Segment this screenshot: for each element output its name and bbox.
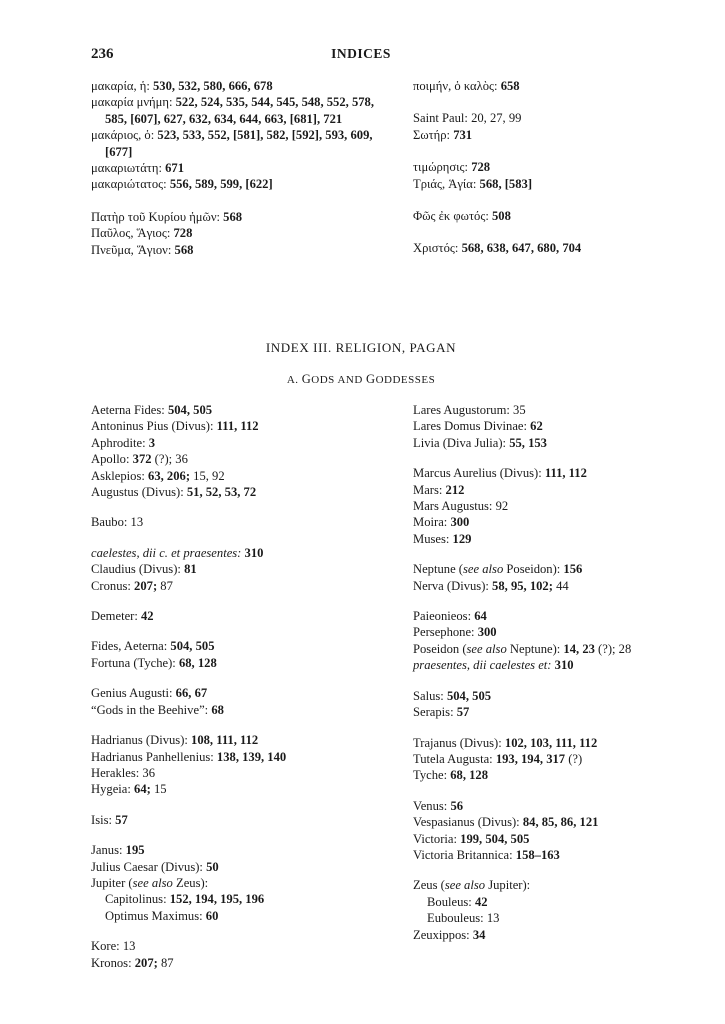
index-entry: Livia (Diva Julia): 55, 153 [413, 435, 547, 450]
index-entry: Baubo: 13 [91, 515, 144, 530]
index-entry: Tyche: 68, 128 [413, 768, 489, 783]
index-entry: Julius Caesar (Divus): 50 [91, 859, 219, 874]
index-entry: Moira: 300 [413, 515, 470, 530]
index-entry: μακαριώτατος: 556, 589, 599, [622] [91, 177, 273, 192]
index-entry: Aeterna Fides: 504, 505 [91, 403, 213, 417]
index-entry: Φῶς ἐκ φωτός: 508 [413, 209, 511, 224]
index-entry: Isis: 57 [91, 812, 128, 827]
index-entry: “Gods in the Beehive”: 68 [91, 702, 224, 717]
section-subtitle: A. GODS AND GODDESSES [286, 372, 436, 386]
index-entry: Χριστός: 568, 638, 647, 680, 704 [413, 241, 582, 256]
index-entry: Hadrianus (Divus): 108, 111, 112 [91, 733, 259, 748]
index-entry: Tutela Augusta: 193, 194, 317 (?) [413, 751, 583, 766]
greek-index-right-column [413, 78, 653, 257]
index-entry: Zeus (see also Jupiter): [413, 878, 531, 893]
index-entry: Jupiter (see also Zeus): [91, 875, 209, 890]
index-entry: Demeter: 42 [91, 609, 154, 624]
page-header [91, 46, 631, 66]
index-entry: Asklepios: 63, 206; 15, 92 [91, 468, 225, 483]
index-entry: Janus: 195 [91, 843, 145, 858]
index-entry: Persephone: 300 [413, 625, 497, 640]
index-entry: Poseidon (see also Neptune): 14, 23 (?); 28 [413, 641, 632, 656]
index-subentry: Capitolinus: 152, 194, 195, 196 [105, 892, 265, 907]
index-entry: Muses: 129 [413, 531, 472, 546]
index-entry: Marcus Aurelius (Divus): 111, 112 [413, 466, 587, 481]
index-entry: Πατὴρ τοῦ Κυρίου ἡμῶν: 568 [91, 209, 243, 224]
index-entry: μακαριωτάτη: 671 [91, 161, 184, 176]
index-entry: Trajanus (Divus): 102, 103, 111, 112 [413, 735, 598, 750]
index-entry: Mars Augustus: 92 [413, 499, 509, 514]
index-entry: Nerva (Divus): 58, 95, 102; 44 [413, 578, 569, 593]
index-entry: Lares Domus Divinae: 62 [413, 419, 543, 434]
gods-index-left-column [91, 402, 396, 971]
section-title: INDEX III. RELIGION, PAGAN [265, 340, 457, 355]
index-entry: Herakles: 36 [91, 765, 155, 780]
index-entry: Lares Augustorum: 35 [413, 403, 526, 417]
index-entry: Σωτήρ: 731 [413, 127, 473, 142]
index-entry: Aphrodite: 3 [91, 435, 156, 450]
greek-index-left-column [91, 78, 396, 258]
index-entry: τιμώρησις: 728 [413, 160, 491, 175]
index-entry: Salus: 504, 505 [413, 688, 492, 703]
index-entry: Apollo: 372 (?); 36 [91, 452, 188, 467]
index-subentry: Bouleus: 42 [427, 894, 488, 909]
index-entry: Victoria Britannica: 158–163 [413, 847, 560, 862]
index-entry: ποιμήν, ὁ καλὸς: 658 [413, 79, 520, 93]
index-entry: Cronus: 207; 87 [91, 578, 173, 593]
index-entry: Mars: 212 [413, 482, 465, 497]
index-entry: Genius Augusti: 66, 67 [91, 686, 208, 701]
index-entry: Hygeia: 64; 15 [91, 782, 167, 797]
index-entry: Victoria: 199, 504, 505 [413, 831, 530, 846]
index-entry: Hadrianus Panhellenius: 138, 139, 140 [91, 749, 287, 764]
index-entry: μακαρία, ἡ: 530, 532, 580, 666, 678 [91, 79, 273, 93]
gods-index-right-column [413, 402, 673, 943]
running-title: INDICES [331, 46, 391, 61]
index-entry: Fides, Aeterna: 504, 505 [91, 639, 215, 654]
index-entry: Saint Paul: 20, 27, 99 [413, 111, 522, 126]
index-entry: Claudius (Divus): 81 [91, 562, 197, 577]
index-entry: Kronos: 207; 87 [91, 955, 174, 970]
index-entry: Πνεῦμα, Ἅγιον: 568 [91, 242, 194, 257]
index-subentry: Optimus Maximus: 60 [105, 908, 219, 923]
index-entry: μακαρία μνήμη: 522, 524, 535, 544, 545, 548, 552, 578, 585, [607], 627, 632, 634, 644, 663, [681], 721 [91, 95, 374, 126]
index-entry: caelestes, dii c. et praesentes: 310 [91, 545, 264, 560]
index-entry: Serapis: 57 [413, 705, 470, 720]
index-entry: μακάριος, ὁ: 523, 533, 552, [581], 582, [592], 593, 609, [677] [91, 128, 373, 159]
index-entry: Zeuxippos: 34 [413, 927, 486, 942]
index-entry: Augustus (Divus): 51, 52, 53, 72 [91, 485, 257, 500]
index-entry: Venus: 56 [413, 798, 464, 813]
index-entry: Neptune (see also Poseidon): 156 [413, 562, 583, 577]
index-entry: Vespasianus (Divus): 84, 85, 86, 121 [413, 815, 599, 830]
index-subentry: Eubouleus: 13 [427, 911, 500, 926]
index-entry: Παῦλος, Ἅγιος: 728 [91, 226, 193, 241]
index-entry: Fortuna (Tyche): 68, 128 [91, 655, 217, 670]
page-number: 236 [91, 46, 114, 62]
index-entry: Antoninus Pius (Divus): 111, 112 [91, 419, 259, 434]
index-entry: Paieonieos: 64 [413, 609, 487, 624]
index-entry: Kore: 13 [91, 939, 136, 954]
index-entry: praesentes, dii caelestes et: 310 [413, 658, 574, 673]
index-entry: Τριάς, Ἁγία: 568, [583] [413, 176, 533, 191]
